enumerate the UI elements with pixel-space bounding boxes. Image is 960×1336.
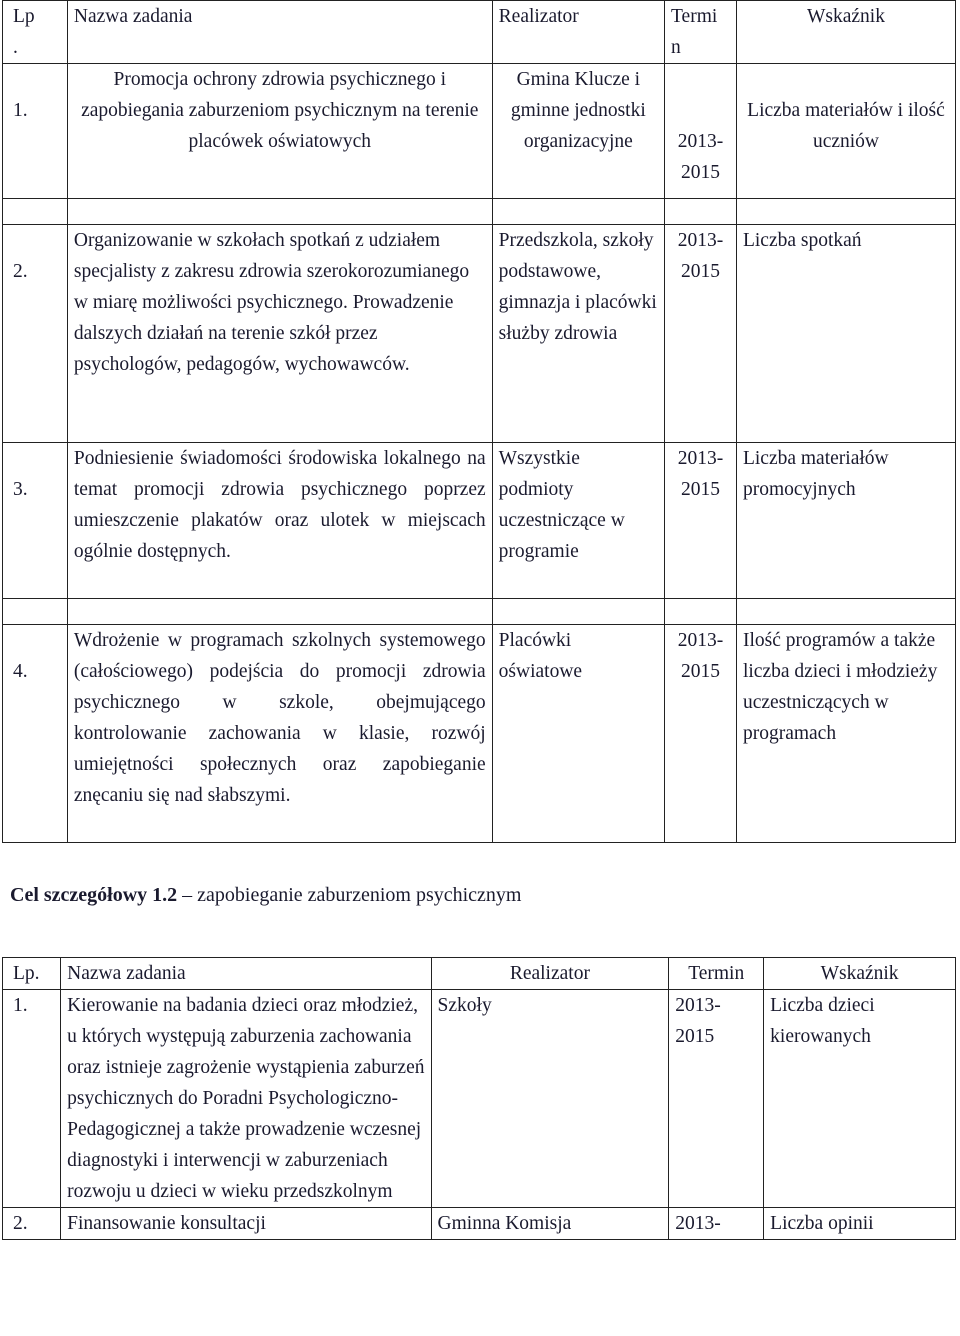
table-header-row (3, 1, 956, 64)
row-realizator: Wszystkie podmioty uczestniczące w programie (492, 443, 664, 599)
heading-rest: – zapobieganie zaburzeniom psychicznym (177, 884, 522, 906)
table-row (3, 990, 956, 1208)
table-header-row (3, 958, 956, 990)
row-realizator: Szkoły (431, 990, 669, 1208)
header-name: Nazwa zadania (67, 1, 492, 64)
row-name: Wdrożenie w programach szkolnych systemowego (całościowego) podejścia do promocji zdrowia psychicznego w szkole, obejmującego kontrolowanie zachowania w klasie, rozwój umiejętności społecznych oraz zapobieganie znęcaniu się nad słabszymi. (67, 625, 492, 843)
spacer-row (3, 199, 956, 225)
row-termin: 2013- 2015 (665, 443, 737, 599)
row-realizator: Placówki oświatowe (492, 625, 664, 843)
row-realizator: Gminna Komisja (431, 1208, 669, 1240)
row-wskaznik: Liczba dzieci kierowanych (764, 990, 956, 1208)
row-termin: 2013- 2015 (669, 990, 764, 1208)
row-wskaznik: Liczba materiałów i ilość uczniów (736, 64, 955, 199)
row-wskaznik: Liczba opinii (764, 1208, 956, 1240)
table-row (3, 443, 956, 599)
row-termin: 2013- 2015 (665, 625, 737, 843)
row-realizator: Przedszkola, szkoły podstawowe, gimnazja i placówki służby zdrowia (492, 225, 664, 443)
row-name: Finansowanie konsultacji (61, 1208, 431, 1240)
heading-bold: Cel szczegółowy 1.2 (10, 884, 178, 906)
row-wskaznik: Liczba materiałów promocyjnych (736, 443, 955, 599)
spacer-row (3, 599, 956, 625)
table-row (3, 1208, 956, 1240)
header-wskaznik: Wskaźnik (764, 958, 956, 990)
header-lp: Lp. (3, 958, 61, 990)
header-name: Nazwa zadania (61, 958, 431, 990)
section-heading (10, 884, 521, 907)
row-name: Promocja ochrony zdrowia psychicznego i zapobiegania zaburzeniom psychicznym na terenie placówek oświatowych (67, 64, 492, 199)
row-lp: 1. (3, 990, 61, 1208)
table-row (3, 225, 956, 443)
tasks-table-1 (2, 0, 956, 843)
header-lp: Lp . (3, 1, 68, 64)
header-realizator: Realizator (431, 958, 669, 990)
row-lp: 2. (3, 1208, 61, 1240)
row-termin: 2013- (669, 1208, 764, 1240)
tasks-table-2 (2, 957, 956, 1240)
row-lp: 1. (3, 64, 68, 199)
row-name: Kierowanie na badania dzieci oraz młodzież, u których występują zaburzenia zachowania oraz istnieje zagrożenie wystąpienia zaburzeń psychicznych do Poradni Psychologiczno- Pedagogicznej a także prowadzenie wczesnej diagnostyki i interwencji w zaburzeniach rozwoju u dzieci w wieku przedszkolnym (61, 990, 431, 1208)
row-termin: 2013- 2015 (665, 225, 737, 443)
row-lp: 2. (3, 225, 68, 443)
table-row (3, 64, 956, 199)
row-name: Organizowanie w szkołach spotkań z udziałem specjalisty z zakresu zdrowia szerokorozumianego w miarę możliwości psychicznego. Prowadzenie dalszych działań na terenie szkół przez psychologów, pedagogów, wychowawców. (67, 225, 492, 443)
table-row (3, 625, 956, 843)
header-wskaznik: Wskaźnik (736, 1, 955, 64)
row-realizator: Gmina Klucze i gminne jednostki organizacyjne (492, 64, 664, 199)
row-lp: 4. (3, 625, 68, 843)
row-termin: 2013- 2015 (665, 64, 737, 199)
row-name: Podniesienie świadomości środowiska lokalnego na temat promocji zdrowia psychicznego poprzez umieszczenie plakatów oraz ulotek w miejscach ogólnie dostępnych. (67, 443, 492, 599)
header-termin: Termi n (665, 1, 737, 64)
row-wskaznik: Ilość programów a także liczba dzieci i młodzieży uczestniczących w programach (736, 625, 955, 843)
header-termin: Termin (669, 958, 764, 990)
row-wskaznik: Liczba spotkań (736, 225, 955, 443)
row-lp: 3. (3, 443, 68, 599)
header-realizator: Realizator (492, 1, 664, 64)
